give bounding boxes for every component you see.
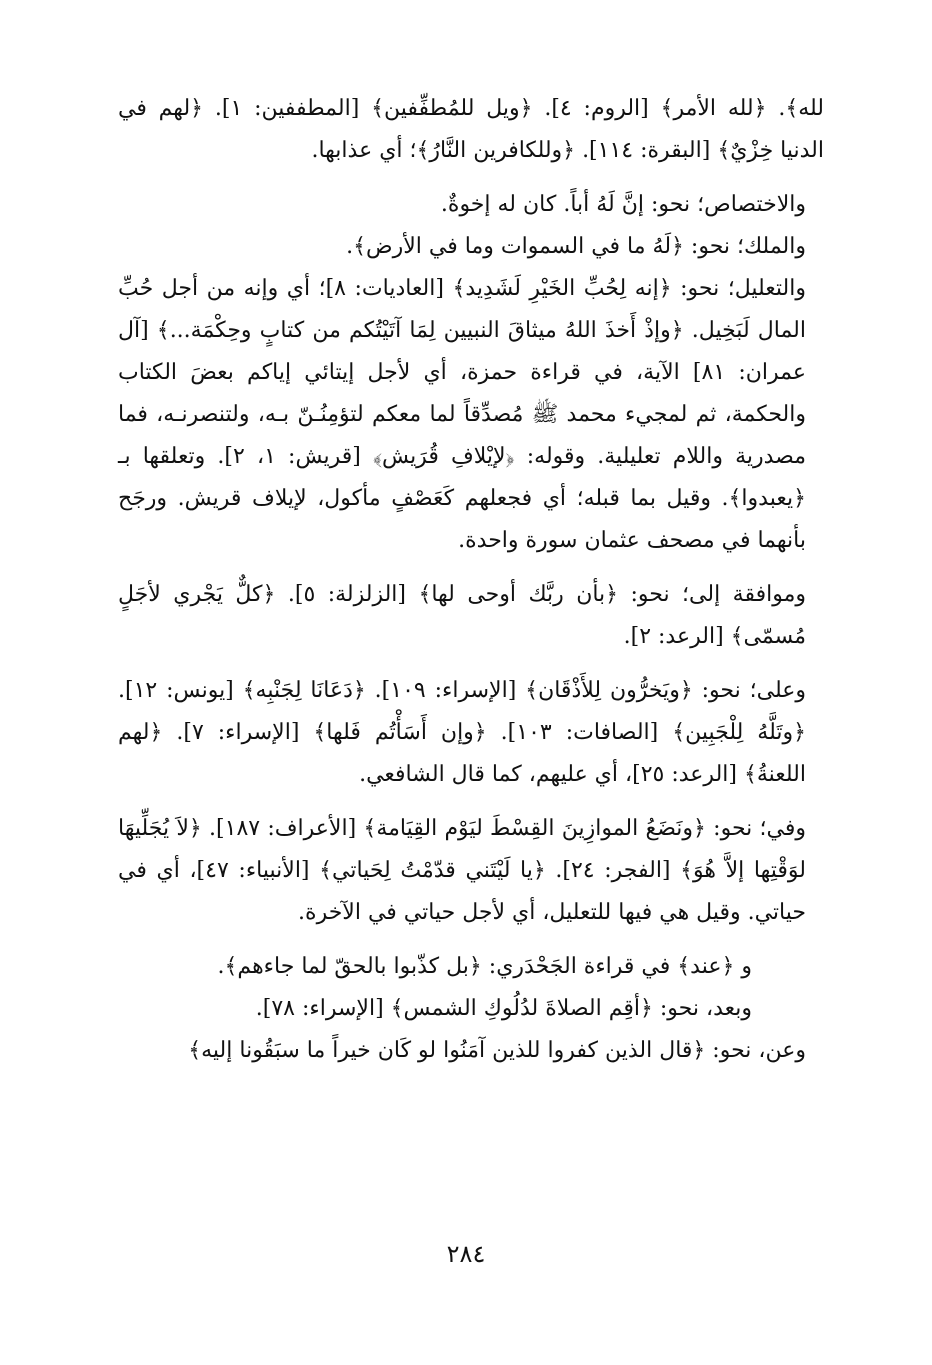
paragraph-lam-continuation: لله﴾. ﴿لله الأمر﴾ [الروم: ٤]. ﴿ويل للمُطفِّفين﴾ [المطففين: ١]. ﴿لهم في الدنيا خِزْيٌ﴾ [البقرة: ١١٤]. ﴿وللكافرين النَّارُ﴾؛ أي عذابها. [118,96,824,163]
page-number: ٢٨٤ [446,1240,486,1268]
paragraph-an: وعن، نحو: ﴿قال الذين كفروا للذين آمَنُوا لو كَان خيراً ما سبَقُونا إليه﴾ [188,1038,806,1063]
paragraph-bada: وبعد، نحو: ﴿أقِم الصلاةَ لدُلُوكِ الشمس﴾ [الإسراء: ٧٨]. [255,996,752,1021]
paragraph-milk: والملك؛ نحو: ﴿لَهُ ما في السموات وما في الأرض﴾. [346,234,806,259]
paragraph-talil: والتعليل؛ نحو: ﴿إنه لِحُبِّ الخَيْرِ لَشَدِيد﴾ [العاديات: ٨]؛ أي وإنه من أجل حُبِّ المال لَبَخِيل. ﴿وإذْ أَخذَ اللهُ ميثاقَ النبيين لِمَا آتَيْتُكم من كتابٍ وحِكْمَة...﴾ [آل عمران: ٨١] الآية، في قراءة حمزة، أي لأجل إيتائي إياكم بعضَ الكتاب والحكمة، ثم لمجيء محمد ﷺ مُصدِّقاً لما معكم لتؤمِنُـنّ بـه، ولتنصرنـه، فما مصدرية واللام تعليلية. وقوله: ﴿لإيْلافِ قُرَيش﴾ [قريش: ١، ٢]. وتعلقها بـ ﴿يعبدوا﴾. وقيل بما قبله؛ أي فجعلهم كَعَصْفٍ مأكول، لإيلاف قريش. ورجَح بأنهما في مصحف عثمان سورة واحدة. [118,276,807,553]
paragraph-ila: وموافقة إلى؛ نحو: ﴿بأن ربَّك أوحى لها﴾ [الزلزلة: ٥]. ﴿كلٌّ يَجْري لأجَلٍ مُسمّى﴾ [الرعد: ٢]. [118,582,806,649]
page-body [118,88,824,1072]
paragraph-ala: وعلى؛ نحو: ﴿ويَخرُّون لِلأَذْقَان﴾ [الإسراء: ١٠٩]. ﴿دَعَانَا لِجَنْبِه﴾ [يونس: ١٢]. ﴿وتَلَّهُ لِلْجَبِين﴾ [الصافات: ١٠٣]. ﴿وإن أَسَأْتُم فَلها﴾ [الإسراء: ٧]. ﴿لهم اللعنةُ﴾ [الرعد: ٢٥]، أي عليهم، كما قال الشافعي. [118,678,806,787]
paragraph-ikhtisas: والاختصاص؛ نحو: إنَّ لَهُ أباً. كان له إخوةٌ. [440,192,806,217]
paragraph-fi: وفي؛ نحو: ﴿ونَضَعُ الموازِينَ القِسْطَ ليَوْم القِيَامة﴾ [الأعراف: ١٨٧]. ﴿لاَ يُجَلِّيهَا لوَقْتِها إلاَّ هُوَ﴾ [الفجر: ٢٤]. ﴿يا لَيْتَني قدّمْتُ لِحَياتي﴾ [الأنبياء: ٤٧]، أي في حياتي. وقيل هي فيها للتعليل، أي لأجل حياتي في الآخرة. [118,816,807,925]
paragraph-inda: و ﴿عند﴾ في قراءة الجَحْدَري: ﴿بل كذّبوا بالحقّ لما جاءهم﴾. [217,954,752,979]
